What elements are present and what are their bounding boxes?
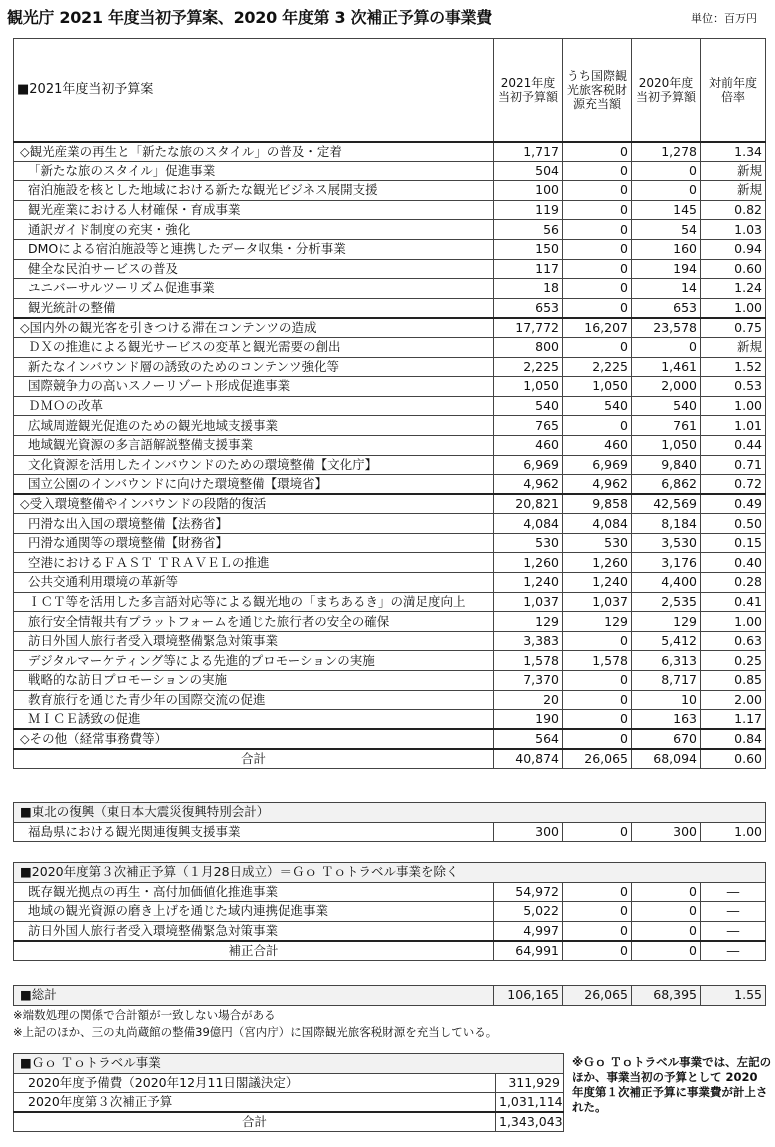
row-value: 3,383 bbox=[494, 631, 563, 651]
row-value: 0.15 bbox=[701, 533, 766, 553]
row-value: 9,858 bbox=[563, 494, 632, 514]
category-row bbox=[14, 318, 766, 338]
row-value: 0.53 bbox=[701, 377, 766, 397]
row-value: 4,400 bbox=[632, 573, 701, 593]
row-value: 160 bbox=[632, 239, 701, 259]
row-label: ◇観光産業の再生と「新たな旅のスタイル」の普及・定着 bbox=[14, 142, 494, 162]
row-value: 54 bbox=[632, 220, 701, 240]
row-value: 23,578 bbox=[632, 318, 701, 338]
row-value: 1,260 bbox=[494, 553, 563, 573]
row-label: 「新たな旅のスタイル」促進事業 bbox=[14, 161, 494, 181]
row-value: 0 bbox=[563, 729, 632, 749]
row-value: 0 bbox=[563, 690, 632, 710]
row-value: 190 bbox=[494, 710, 563, 730]
row-value: 0.94 bbox=[701, 239, 766, 259]
row-value: 0 bbox=[632, 882, 701, 902]
row-value: 3,176 bbox=[632, 553, 701, 573]
row-label: 広域周遊観光促進のための観光地域支援事業 bbox=[14, 416, 494, 436]
row-label: 公共交通利用環境の革新等 bbox=[14, 573, 494, 593]
row-value: 2,535 bbox=[632, 592, 701, 612]
row-label: 訪日外国人旅行者受入環境整備緊急対策事業 bbox=[14, 921, 494, 941]
table-row bbox=[14, 592, 766, 612]
row-value: 1.00 bbox=[701, 396, 766, 416]
row-value: 0.85 bbox=[701, 671, 766, 691]
row-value: 0.84 bbox=[701, 729, 766, 749]
row-value: 16,207 bbox=[563, 318, 632, 338]
row-label: 2020年度予備費（2020年12月11日閣議決定） bbox=[14, 1073, 496, 1093]
table-row bbox=[14, 416, 766, 436]
row-value: 0 bbox=[632, 902, 701, 922]
table-row bbox=[14, 455, 766, 475]
unit-label: 単位：百万円 bbox=[691, 12, 757, 25]
row-label: 旅行安全情報共有プラットフォームを通じた旅行者の安全の確保 bbox=[14, 612, 494, 632]
row-value: 1.34 bbox=[701, 142, 766, 162]
section-header-row bbox=[14, 803, 766, 823]
row-value: 20,821 bbox=[494, 494, 563, 514]
section-label: ■東北の復興（東日本大震災復興特別会計） bbox=[14, 803, 766, 823]
section-label: ■2021年度当初予算案 bbox=[14, 39, 494, 142]
row-value: 0.40 bbox=[701, 553, 766, 573]
row-value: 新規 bbox=[701, 161, 766, 181]
row-label: 健全な民泊サービスの普及 bbox=[14, 259, 494, 279]
row-value: 0.50 bbox=[701, 514, 766, 534]
table-row bbox=[14, 181, 766, 201]
row-value: 100 bbox=[494, 181, 563, 201]
tohoku-table bbox=[13, 802, 766, 842]
row-value: 540 bbox=[494, 396, 563, 416]
row-value: 1,050 bbox=[563, 377, 632, 397]
grand-total-value: 26,065 bbox=[563, 986, 632, 1006]
row-value: 64,991 bbox=[494, 941, 563, 961]
row-value: 117 bbox=[494, 259, 563, 279]
page-title: 観光庁 2021 年度当初予算案、2020 年度第 3 次補正予算の事業費 bbox=[7, 8, 492, 27]
row-value: 0.49 bbox=[701, 494, 766, 514]
column-header: うち国際観光旅客税財源充当額 bbox=[563, 39, 632, 142]
table-row bbox=[14, 161, 766, 181]
row-value: 4,084 bbox=[563, 514, 632, 534]
main-budget-table bbox=[13, 38, 766, 769]
row-value: 20 bbox=[494, 690, 563, 710]
row-value: 7,370 bbox=[494, 671, 563, 691]
row-value: 0.82 bbox=[701, 200, 766, 220]
row-value: 1.17 bbox=[701, 710, 766, 730]
row-value: 0 bbox=[632, 337, 701, 357]
row-value: 40,874 bbox=[494, 749, 563, 769]
row-value: 8,717 bbox=[632, 671, 701, 691]
row-value: 6,862 bbox=[632, 475, 701, 495]
row-label: 福島県における観光関連復興支援事業 bbox=[14, 822, 494, 842]
row-value: 0.25 bbox=[701, 651, 766, 671]
row-label: 空港におけるＦＡＳＴ ＴＲＡＶＥＬの推進 bbox=[14, 553, 494, 573]
row-value: 0.63 bbox=[701, 631, 766, 651]
row-value: 18 bbox=[494, 279, 563, 299]
row-value: 0 bbox=[563, 631, 632, 651]
row-label: 国際競争力の高いスノーリゾート形成促進事業 bbox=[14, 377, 494, 397]
goto-note: ※Ｇｏ Ｔｏトラベル事業では、左記のほか、事業当初の予算として 2020 年度第１次補正予算に事業費が計上された。 bbox=[572, 1055, 772, 1114]
row-label: 観光産業における人材確保・育成事業 bbox=[14, 200, 494, 220]
row-value: 0.60 bbox=[701, 749, 766, 769]
table-row bbox=[14, 239, 766, 259]
row-label: ＩＣＴ等を活用した多言語対応等による観光地の「まちあるき」の満足度向上 bbox=[14, 592, 494, 612]
row-label: 補正合計 bbox=[14, 941, 494, 961]
row-value: 4,962 bbox=[494, 475, 563, 495]
row-label: 円滑な出入国の環境整備【法務省】 bbox=[14, 514, 494, 534]
row-value: 1,717 bbox=[494, 142, 563, 162]
row-value: 1.03 bbox=[701, 220, 766, 240]
row-value: 0 bbox=[563, 416, 632, 436]
row-value: 504 bbox=[494, 161, 563, 181]
row-value: 0.72 bbox=[701, 475, 766, 495]
row-value: 0 bbox=[563, 200, 632, 220]
row-value: 0.60 bbox=[701, 259, 766, 279]
row-value: 1,240 bbox=[494, 573, 563, 593]
grand-total-value: 68,395 bbox=[632, 986, 701, 1006]
row-value: 1,050 bbox=[632, 435, 701, 455]
table-row bbox=[14, 435, 766, 455]
row-value: 5,022 bbox=[494, 902, 563, 922]
grand-total-row bbox=[14, 986, 766, 1006]
row-label: ◇その他（経常事務費等） bbox=[14, 729, 494, 749]
row-label: 2020年度第３次補正予算 bbox=[14, 1093, 496, 1113]
row-value: 300 bbox=[494, 822, 563, 842]
section-label: ■2020年度第３次補正予算（１月28日成立）＝Ｇｏ Ｔｏトラベル事業を除く bbox=[14, 863, 766, 883]
row-value: 0 bbox=[632, 161, 701, 181]
row-value: 1,578 bbox=[563, 651, 632, 671]
table-row bbox=[14, 396, 766, 416]
table-row bbox=[14, 1093, 564, 1113]
row-value: ― bbox=[701, 882, 766, 902]
row-value: 0 bbox=[563, 142, 632, 162]
category-row bbox=[14, 494, 766, 514]
row-value: 2,225 bbox=[494, 357, 563, 377]
row-value: 0 bbox=[563, 239, 632, 259]
row-value: 新規 bbox=[701, 337, 766, 357]
row-value: 765 bbox=[494, 416, 563, 436]
table-row bbox=[14, 337, 766, 357]
row-label: デジタルマーケティング等による先進的プロモーションの実施 bbox=[14, 651, 494, 671]
row-value: 761 bbox=[632, 416, 701, 436]
row-value: 4,962 bbox=[563, 475, 632, 495]
row-label: 地域観光資源の多言語解説整備支援事業 bbox=[14, 435, 494, 455]
row-label: ＤＭＯの改革 bbox=[14, 396, 494, 416]
total-row bbox=[14, 1112, 564, 1132]
row-value: 3,530 bbox=[632, 533, 701, 553]
row-label: 合計 bbox=[14, 749, 494, 769]
row-value: 0 bbox=[563, 882, 632, 902]
row-value: 1,260 bbox=[563, 553, 632, 573]
row-value: 54,972 bbox=[494, 882, 563, 902]
row-label: DMOによる宿泊施設等と連携したデータ収集・分析事業 bbox=[14, 239, 494, 259]
row-label: 国立公園のインバウンドに向けた環境整備【環境省】 bbox=[14, 475, 494, 495]
row-value: 1,278 bbox=[632, 142, 701, 162]
row-label: ＭＩＣＥ誘致の促進 bbox=[14, 710, 494, 730]
table-row bbox=[14, 690, 766, 710]
row-value: 1,343,043 bbox=[496, 1112, 564, 1132]
row-value: 564 bbox=[494, 729, 563, 749]
row-value: 6,313 bbox=[632, 651, 701, 671]
table-row bbox=[14, 651, 766, 671]
row-value: 68,094 bbox=[632, 749, 701, 769]
total-row bbox=[14, 941, 766, 961]
row-value: 1.00 bbox=[701, 612, 766, 632]
row-value: 460 bbox=[494, 435, 563, 455]
row-value: 129 bbox=[563, 612, 632, 632]
table-row bbox=[14, 822, 766, 842]
grand-total-value: 106,165 bbox=[494, 986, 563, 1006]
row-value: 1.52 bbox=[701, 357, 766, 377]
row-value: 56 bbox=[494, 220, 563, 240]
row-label: 訪日外国人旅行者受入環境整備緊急対策事業 bbox=[14, 631, 494, 651]
row-value: 530 bbox=[494, 533, 563, 553]
row-value: 0 bbox=[563, 259, 632, 279]
column-header: 2020年度当初予算額 bbox=[632, 39, 701, 142]
table-row bbox=[14, 259, 766, 279]
total-row bbox=[14, 749, 766, 769]
row-value: 1.24 bbox=[701, 279, 766, 299]
grand-total-value: 1.55 bbox=[701, 986, 766, 1006]
row-value: ― bbox=[701, 921, 766, 941]
table-row bbox=[14, 921, 766, 941]
row-label: 文化資源を活用したインバウンドのための環境整備【文化庁】 bbox=[14, 455, 494, 475]
row-value: 0 bbox=[563, 921, 632, 941]
row-value: 670 bbox=[632, 729, 701, 749]
row-value: 0 bbox=[563, 161, 632, 181]
column-header: 対前年度倍率 bbox=[701, 39, 766, 142]
row-label: 宿泊施設を核とした地域における新たな観光ビジネス展開支援 bbox=[14, 181, 494, 201]
row-value: 300 bbox=[632, 822, 701, 842]
goto-table bbox=[13, 1053, 564, 1132]
row-value: ― bbox=[701, 902, 766, 922]
row-label: 教育旅行を通じた青少年の国際交流の促進 bbox=[14, 690, 494, 710]
row-value: 4,084 bbox=[494, 514, 563, 534]
row-value: 460 bbox=[563, 435, 632, 455]
row-value: 0 bbox=[563, 337, 632, 357]
row-value: 0.28 bbox=[701, 573, 766, 593]
row-value: 0.44 bbox=[701, 435, 766, 455]
row-value: 6,969 bbox=[563, 455, 632, 475]
row-label: 通訳ガイド制度の充実・強化 bbox=[14, 220, 494, 240]
row-label: 観光統計の整備 bbox=[14, 298, 494, 318]
table-row bbox=[14, 553, 766, 573]
row-value: 0 bbox=[563, 220, 632, 240]
row-value: 5,412 bbox=[632, 631, 701, 651]
table-row bbox=[14, 902, 766, 922]
table-row bbox=[14, 671, 766, 691]
section-header-row bbox=[14, 863, 766, 883]
row-value: 新規 bbox=[701, 181, 766, 201]
row-value: 0.71 bbox=[701, 455, 766, 475]
row-label: ユニバーサルツーリズム促進事業 bbox=[14, 279, 494, 299]
row-value: ― bbox=[701, 941, 766, 961]
table-row bbox=[14, 710, 766, 730]
row-value: 0 bbox=[632, 941, 701, 961]
row-value: 194 bbox=[632, 259, 701, 279]
row-value: 8,184 bbox=[632, 514, 701, 534]
row-value: 0 bbox=[563, 671, 632, 691]
table-row bbox=[14, 200, 766, 220]
row-value: 145 bbox=[632, 200, 701, 220]
row-value: 163 bbox=[632, 710, 701, 730]
row-value: 1.00 bbox=[701, 298, 766, 318]
row-value: 10 bbox=[632, 690, 701, 710]
row-value: 0 bbox=[563, 710, 632, 730]
row-value: 14 bbox=[632, 279, 701, 299]
supplementary-table bbox=[13, 862, 766, 961]
table-row bbox=[14, 377, 766, 397]
row-value: 150 bbox=[494, 239, 563, 259]
row-value: 0 bbox=[563, 298, 632, 318]
row-value: 1,240 bbox=[563, 573, 632, 593]
row-value: 4,997 bbox=[494, 921, 563, 941]
row-value: 1.01 bbox=[701, 416, 766, 436]
row-value: 129 bbox=[632, 612, 701, 632]
row-value: 0 bbox=[563, 822, 632, 842]
category-row bbox=[14, 729, 766, 749]
table-row bbox=[14, 357, 766, 377]
row-label: ◇受入環境整備やインバウンドの段階的復活 bbox=[14, 494, 494, 514]
row-value: 1,578 bbox=[494, 651, 563, 671]
table-row bbox=[14, 573, 766, 593]
row-value: 653 bbox=[494, 298, 563, 318]
row-value: 540 bbox=[563, 396, 632, 416]
footnote: ※上記のほか、三の丸尚蔵館の整備39億円（宮内庁）に国際観光旅客税財源を充当している。 bbox=[13, 1025, 498, 1039]
row-value: 800 bbox=[494, 337, 563, 357]
row-value: 9,840 bbox=[632, 455, 701, 475]
row-label: 新たなインバウンド層の誘致のためのコンテンツ強化等 bbox=[14, 357, 494, 377]
row-value: 1,031,114 bbox=[496, 1093, 564, 1113]
grand-total-table bbox=[13, 985, 766, 1006]
row-label: 合計 bbox=[14, 1112, 496, 1132]
table-row bbox=[14, 1073, 564, 1093]
row-label: 円滑な通関等の環境整備【財務省】 bbox=[14, 533, 494, 553]
row-value: 311,929 bbox=[496, 1073, 564, 1093]
column-header: 2021年度当初予算額 bbox=[494, 39, 563, 142]
row-value: 6,969 bbox=[494, 455, 563, 475]
row-value: 1,050 bbox=[494, 377, 563, 397]
row-label: 既存観光拠点の再生・高付加価値化推進事業 bbox=[14, 882, 494, 902]
row-label: ＤＸの推進による観光サービスの変革と観光需要の創出 bbox=[14, 337, 494, 357]
row-value: 0 bbox=[563, 279, 632, 299]
row-value: 0 bbox=[563, 941, 632, 961]
row-label: 地域の観光資源の磨き上げを通じた域内連携促進事業 bbox=[14, 902, 494, 922]
row-value: 2,225 bbox=[563, 357, 632, 377]
table-row bbox=[14, 220, 766, 240]
row-value: 0 bbox=[563, 181, 632, 201]
table-row bbox=[14, 298, 766, 318]
footnote: ※端数処理の関係で合計額が一致しない場合がある bbox=[13, 1008, 276, 1022]
table-row bbox=[14, 279, 766, 299]
table-row bbox=[14, 514, 766, 534]
row-value: 0.75 bbox=[701, 318, 766, 338]
row-value: 2,000 bbox=[632, 377, 701, 397]
table-row bbox=[14, 882, 766, 902]
row-value: 1,461 bbox=[632, 357, 701, 377]
row-label: 戦略的な訪日プロモーションの実施 bbox=[14, 671, 494, 691]
row-value: 42,569 bbox=[632, 494, 701, 514]
row-value: 530 bbox=[563, 533, 632, 553]
row-value: 119 bbox=[494, 200, 563, 220]
row-label: ◇国内外の観光客を引きつける滞在コンテンツの造成 bbox=[14, 318, 494, 338]
table-row bbox=[14, 612, 766, 632]
row-value: 0 bbox=[563, 902, 632, 922]
row-value: 2.00 bbox=[701, 690, 766, 710]
row-value: 0 bbox=[632, 921, 701, 941]
row-value: 129 bbox=[494, 612, 563, 632]
table-row bbox=[14, 631, 766, 651]
category-row bbox=[14, 142, 766, 162]
row-value: 1,037 bbox=[563, 592, 632, 612]
section-header-row bbox=[14, 1054, 564, 1074]
row-value: 1.00 bbox=[701, 822, 766, 842]
row-value: 26,065 bbox=[563, 749, 632, 769]
table-header-row bbox=[14, 39, 766, 142]
row-value: 0.41 bbox=[701, 592, 766, 612]
row-value: 1,037 bbox=[494, 592, 563, 612]
row-value: 0 bbox=[632, 181, 701, 201]
row-value: 17,772 bbox=[494, 318, 563, 338]
section-label: ■Ｇｏ Ｔｏトラベル事業 bbox=[14, 1054, 564, 1074]
table-row bbox=[14, 533, 766, 553]
grand-total-label: ■総計 bbox=[14, 986, 494, 1006]
table-row bbox=[14, 475, 766, 495]
row-value: 653 bbox=[632, 298, 701, 318]
row-value: 540 bbox=[632, 396, 701, 416]
